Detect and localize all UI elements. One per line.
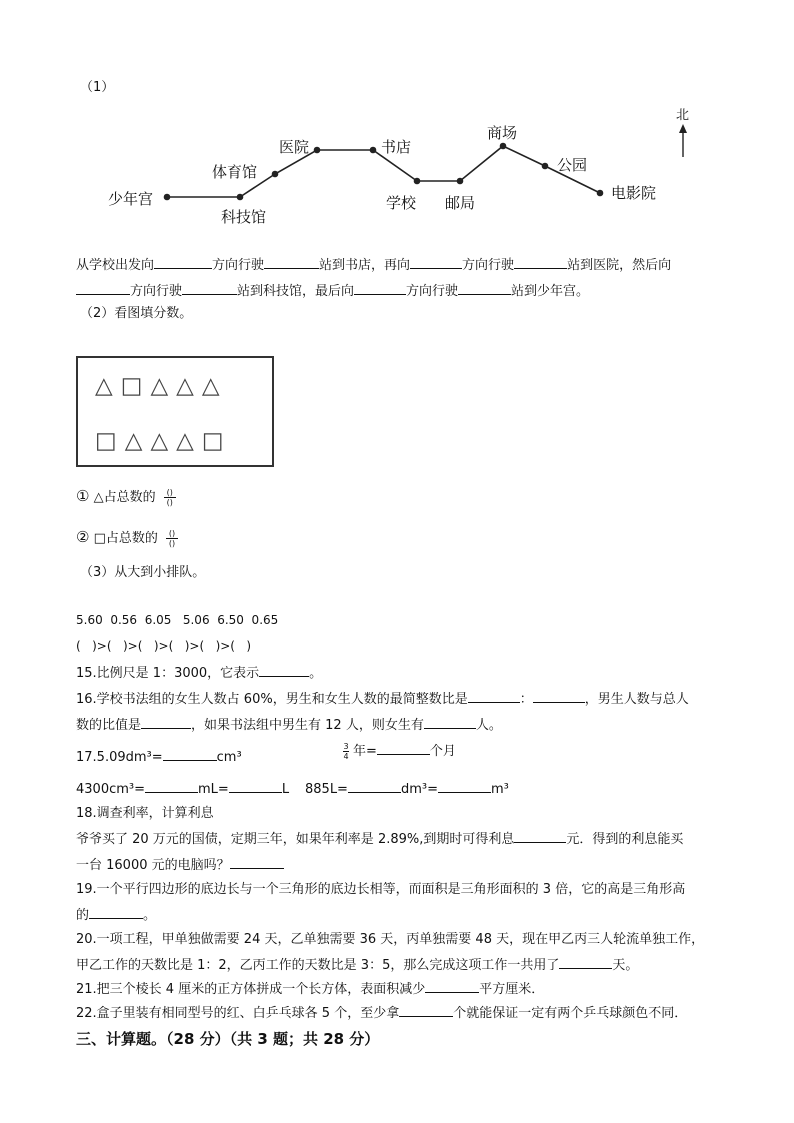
question-1-line-1: 从学校出发向 方向行驶 站到书店，再向 方向行驶 站到医院，然后向 — [76, 258, 672, 273]
map-node-shudian — [370, 147, 377, 154]
question-20-line-1: 20.一项工程，甲单独做需要 24 天，乙单独需要 36 天，丙单独需要 48 天，现在甲乙丙三人轮流单独工作， — [76, 932, 705, 947]
north-label: 北 — [676, 108, 690, 123]
map-node-tiyuguan — [272, 171, 279, 178]
question-20-line-2: 甲乙工作的天数比是 1：2，乙丙工作的天数比是 3：5，那么完成这项工作一共用了 天。 — [76, 958, 639, 973]
label-shudian: 书店 — [381, 138, 412, 156]
question-17-part-4: 885L= dm³= m³ — [305, 782, 509, 797]
question-17-part-3: 4300cm³= mL= L — [76, 782, 290, 797]
answer-blank[interactable] — [559, 956, 612, 969]
question-19-line-1: 19.一个平行四边形的底边长与一个三角形的底边长相等，而面积是三角形面积的 3 倍，它的高是三角形高 — [76, 882, 686, 897]
square-icon: □ — [120, 373, 143, 399]
map-node-xuexiao — [414, 178, 421, 185]
answer-blank[interactable] — [514, 256, 567, 269]
answer-blank[interactable] — [154, 256, 212, 269]
question-2-item-1: ① △占总数的 $\frac{()}{()}$ — [76, 488, 176, 507]
label-xuexiao: 学校 — [386, 194, 417, 212]
answer-blank[interactable] — [141, 716, 191, 729]
answer-blank[interactable] — [514, 830, 566, 843]
answer-blank[interactable] — [229, 780, 282, 793]
label-gongyuan: 公园 — [557, 156, 588, 174]
triangle-icon: △ — [150, 428, 169, 454]
fraction-three-quarters: $\frac{3}{4}$ — [343, 742, 349, 761]
label-kejiguan: 科技馆 — [221, 208, 267, 226]
question-2-label: （2）看图填分数。 — [80, 306, 193, 321]
question-19-line-2: 的 。 — [76, 908, 157, 923]
shapes-row-2 — [95, 427, 224, 455]
shapes-box — [76, 356, 274, 467]
answer-blank[interactable] — [458, 282, 511, 295]
label-shaoniangong: 少年宫 — [108, 190, 154, 208]
triangle-icon: △ — [150, 373, 169, 399]
label-yiyuan: 医院 — [279, 138, 310, 156]
answer-blank[interactable] — [399, 1004, 453, 1017]
question-22: 22.盒子里装有相同型号的红、白乒乓球各 5 个，至少拿 个就能保证一定有两个乒乓球颜色不同． — [76, 1006, 688, 1021]
question-3-order[interactable]: ( )>( )>( )>( )>( )>( ) — [76, 639, 252, 653]
answer-blank[interactable] — [89, 906, 143, 919]
fraction-blank[interactable]: $\frac{()}{()}$ — [166, 529, 178, 548]
answer-blank[interactable] — [468, 690, 520, 703]
question-16-line-2: 数的比值是 ，如果书法组中男生有 12 人，则女生有 人。 — [76, 718, 502, 733]
question-16-line-1: 16.学校书法组的女生人数占 60%，男生和女生人数的最简整数比是 ： ，男生人数与总人 — [76, 692, 689, 707]
map-node-shaoniangong — [164, 194, 171, 201]
question-17-part-2: $\frac{3}{4}$ 年= 个月 — [343, 742, 456, 761]
shapes-row-1 — [95, 372, 220, 400]
map-node-yiyuan — [314, 147, 321, 154]
map-node-kejiguan — [237, 194, 244, 201]
map-node-dianyingyuan — [597, 190, 604, 197]
question-18-line-2: 一台 16000 元的电脑吗？ — [76, 856, 284, 874]
square-icon: □ — [95, 428, 117, 454]
map-node-gongyuan — [542, 163, 549, 170]
answer-blank[interactable] — [230, 856, 284, 869]
answer-blank[interactable] — [438, 780, 491, 793]
fraction-blank[interactable]: $\frac{()}{()}$ — [164, 488, 176, 507]
label-shangchang: 商场 — [487, 124, 518, 142]
map-node-youju — [457, 178, 464, 185]
route-map — [0, 0, 794, 240]
answer-blank[interactable] — [377, 742, 430, 755]
label-tiyuguan: 体育馆 — [212, 163, 258, 181]
answer-blank[interactable] — [533, 690, 585, 703]
triangle-icon: △ — [176, 373, 194, 399]
north-arrow-icon — [679, 124, 687, 157]
triangle-icon: △ — [176, 428, 194, 454]
answer-blank[interactable] — [348, 780, 401, 793]
section-3-heading: 三、计算题。（28 分）（共 3 题；共 28 分） — [76, 1030, 380, 1048]
triangle-icon: △ — [95, 373, 113, 399]
map-node-shangchang — [500, 143, 507, 150]
label-dianyingyuan: 电影院 — [611, 184, 657, 202]
triangle-icon: △ — [124, 428, 143, 454]
answer-blank[interactable] — [76, 282, 130, 295]
square-icon: □ — [201, 428, 224, 454]
answer-blank[interactable] — [410, 256, 462, 269]
question-3-label: （3）从大到小排队。 — [80, 565, 206, 580]
answer-blank[interactable] — [182, 282, 237, 295]
answer-blank[interactable] — [163, 748, 217, 761]
question-1-label: （1） — [80, 80, 115, 95]
answer-blank[interactable] — [145, 780, 198, 793]
answer-blank[interactable] — [264, 256, 319, 269]
question-18-title: 18.调查利率，计算利息 — [76, 806, 214, 821]
question-1-line-2: 方向行驶 站到科技馆，最后向 方向行驶 站到少年宫。 — [76, 282, 589, 300]
question-15: 15.比例尺是 1：3000，它表示 。 — [76, 666, 323, 681]
answer-blank[interactable] — [425, 980, 479, 993]
question-21: 21.把三个棱长 4 厘米的正方体拼成一个长方体，表面积减少 平方厘米． — [76, 982, 545, 997]
question-18-line-1: 爷爷买了 20 万元的国债，定期三年，如果年利率是 2.89%,到期时可得利息 元．得到的利息能买 — [76, 832, 684, 847]
triangle-icon: △ — [201, 373, 220, 399]
question-3-numbers: 5.60 0.56 6.05 5.06 6.50 0.65 — [76, 613, 279, 627]
question-2-item-2: ② □占总数的 $\frac{()}{()}$ — [76, 529, 178, 548]
label-youju: 邮局 — [445, 194, 476, 212]
question-17-part-1: 17.5.09dm³= cm³ — [76, 750, 242, 765]
answer-blank[interactable] — [259, 664, 309, 677]
answer-blank[interactable] — [354, 282, 406, 295]
answer-blank[interactable] — [424, 716, 476, 729]
